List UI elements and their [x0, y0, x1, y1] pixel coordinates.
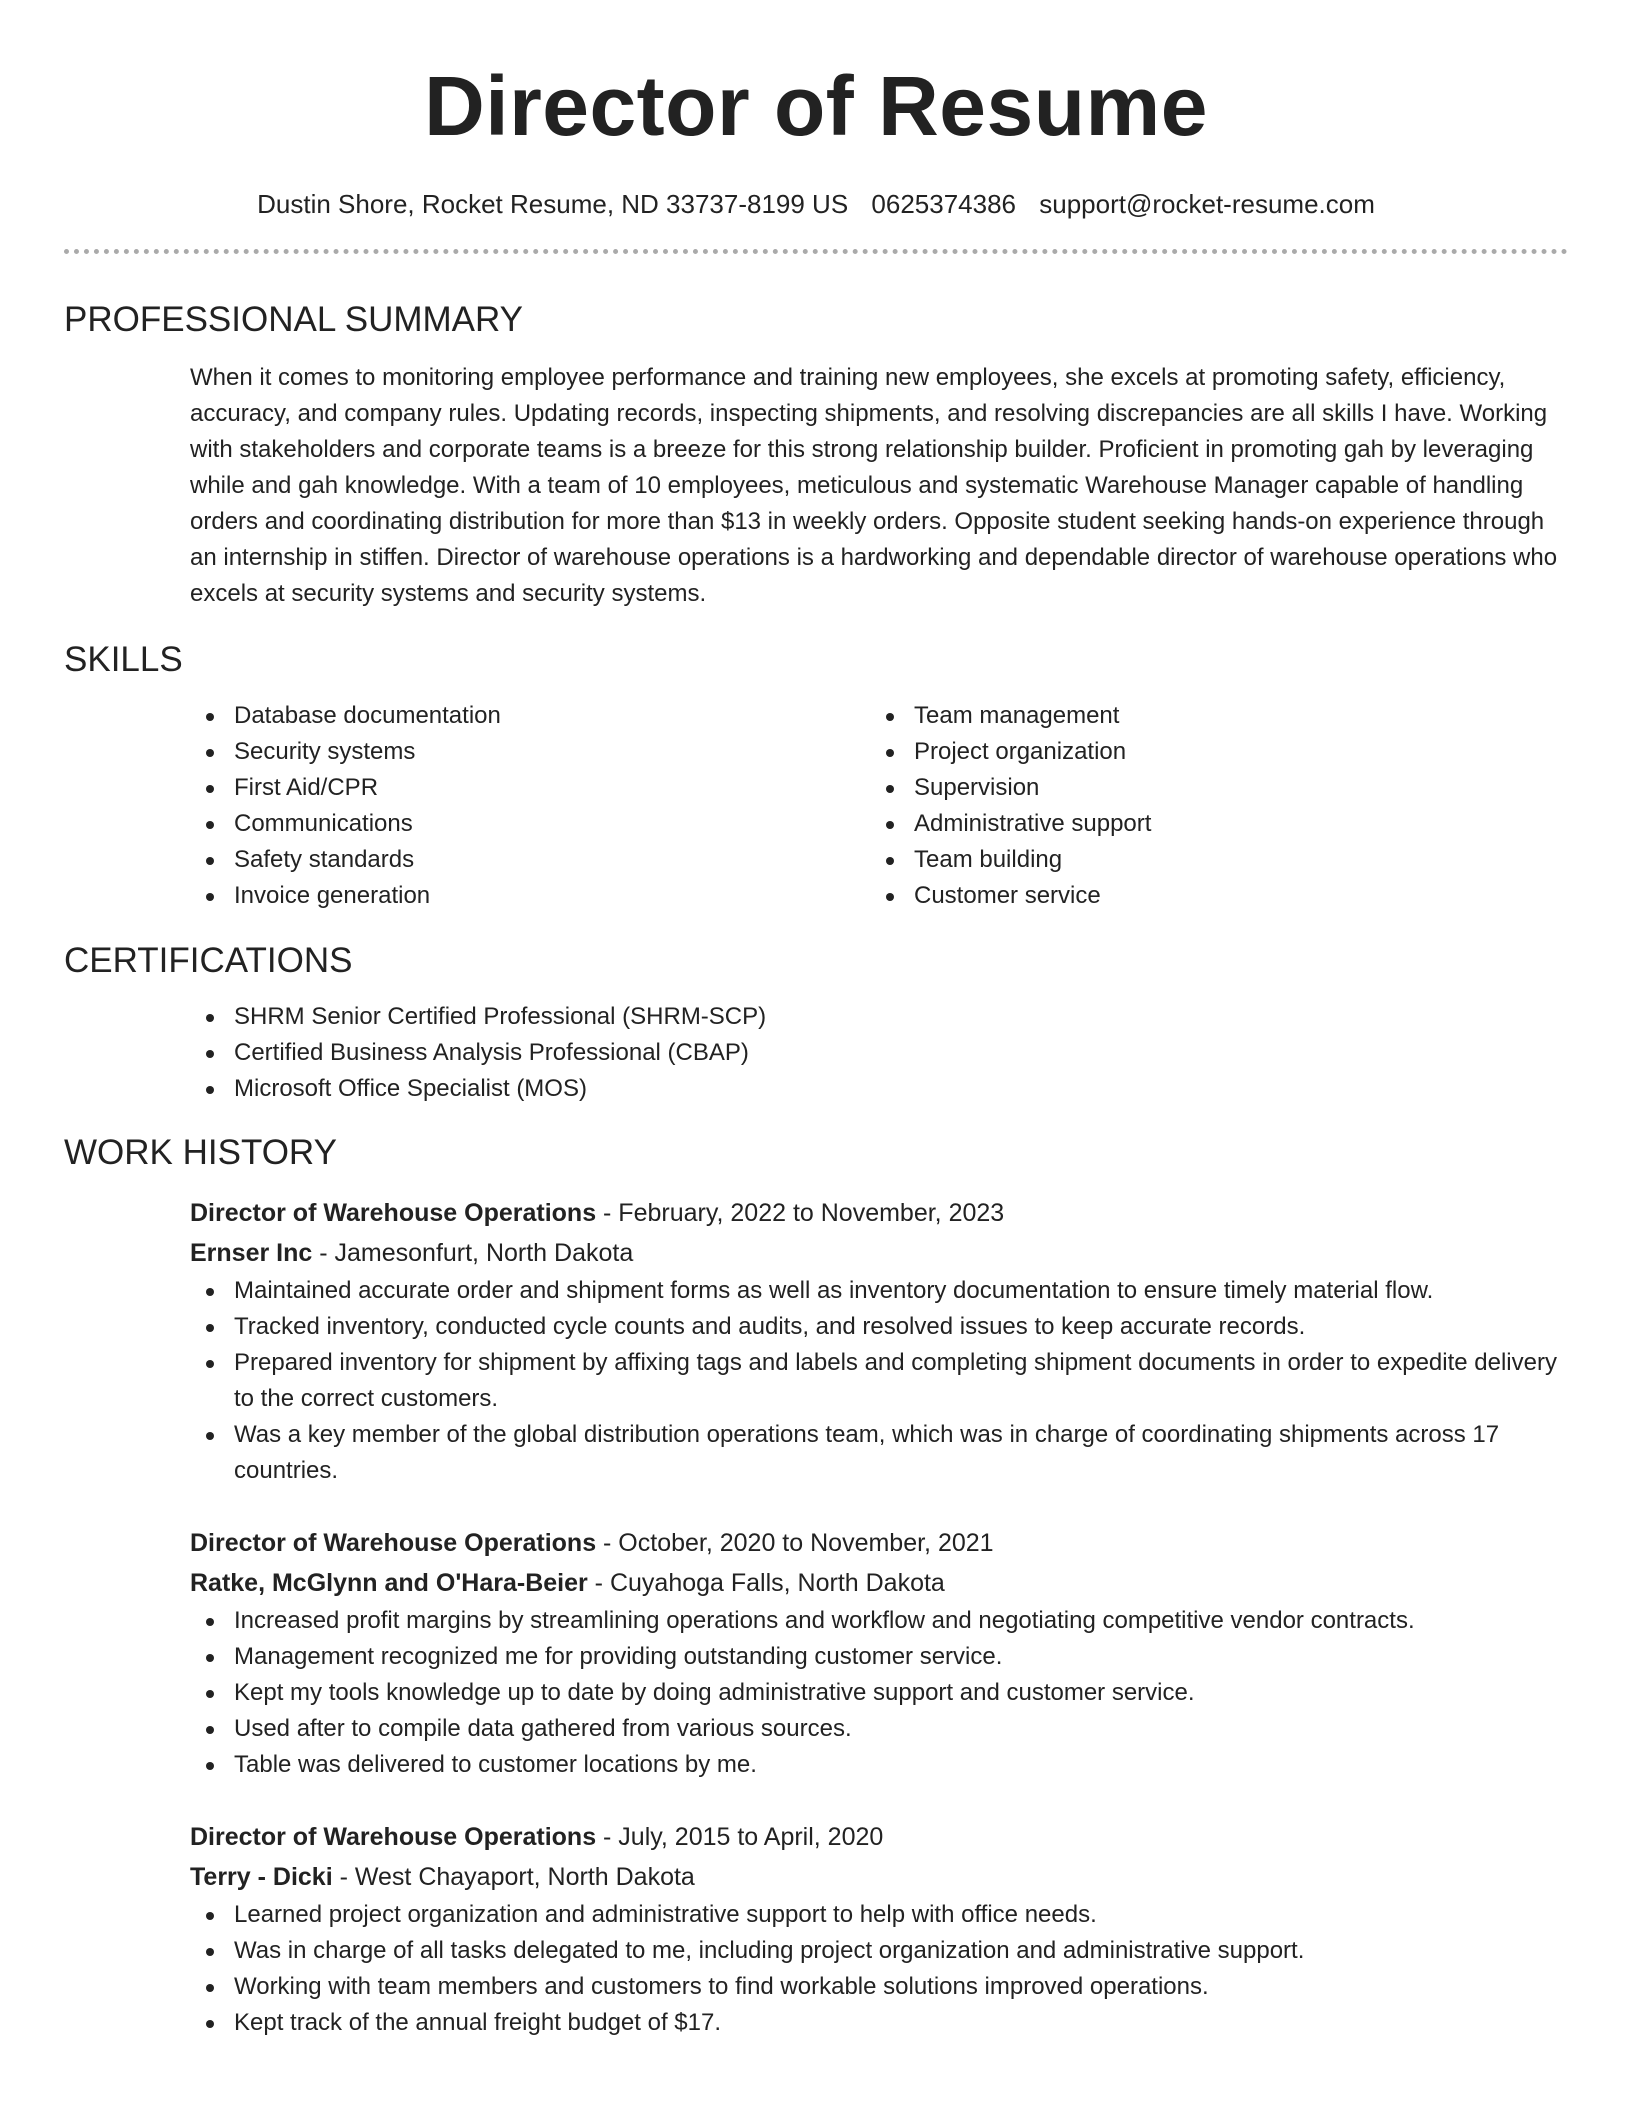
job-dates: - October, 2020 to November, 2021	[596, 1529, 994, 1557]
job-dates: - July, 2015 to April, 2020	[596, 1823, 884, 1851]
job-bullets	[190, 1897, 1568, 2041]
summary-text: When it comes to monitoring employee performance and training new employees, she excels at promoting safety, efficiency, accuracy, and company rules. Updating records, inspecting shipments, and resolving discrepancies are all skills I have. Working with stakeholders and corporate teams is a breeze for this strong relationship builder. Proficient in promoting gah by leveraging while and gah knowledge. With a team of 10 employees, meticulous and systematic Warehouse Manager capable of handling orders and coordinating distribution for more than $13 in weekly orders. Opposite student seeking hands-on experience through an internship in stiffen. Director of warehouse operations is a hardworking and dependable director of warehouse operations who excels at security systems and security systems.	[190, 364, 1558, 607]
job-location: - West Chayaport, North Dakota	[332, 1863, 695, 1891]
job-entry	[190, 1193, 1568, 1489]
skill-item: First Aid/CPR	[190, 770, 870, 806]
skill-item: Communications	[190, 806, 870, 842]
job-company: Ernser Inc	[190, 1239, 313, 1267]
skills-right-column	[870, 698, 1550, 914]
job-bullets	[190, 1603, 1568, 1783]
job-title-line	[190, 1523, 1568, 1563]
job-location: - Jamesonfurt, North Dakota	[312, 1239, 634, 1267]
certifications-heading: CERTIFICATIONS	[64, 941, 353, 980]
skill-item: Team management	[870, 698, 1550, 734]
job-bullet: Table was delivered to customer locations by me.	[190, 1747, 1568, 1783]
job-title-line	[190, 1193, 1568, 1233]
job-title: Director of Warehouse Operations	[190, 1529, 597, 1557]
contact-email: support@rocket-resume.com	[1039, 189, 1375, 219]
skill-item: Administrative support	[870, 806, 1550, 842]
job-company: Terry - Dicki	[190, 1863, 333, 1891]
skill-item: Database documentation	[190, 698, 870, 734]
contact-line	[64, 186, 1568, 222]
skill-item: Customer service	[870, 878, 1550, 914]
job-bullet: Maintained accurate order and shipment forms as well as inventory documentation to ensure timely material flow.	[190, 1273, 1568, 1309]
header-divider	[64, 249, 1568, 254]
job-company: Ratke, McGlynn and O'Hara-Beier	[190, 1569, 588, 1597]
skill-item: Security systems	[190, 734, 870, 770]
job-bullet: Prepared inventory for shipment by affixing tags and labels and completing shipment documents in order to expedite delivery to the correct customers.	[190, 1345, 1568, 1417]
job-title: Director of Warehouse Operations	[190, 1823, 597, 1851]
certification-item: Certified Business Analysis Professional (CBAP)	[190, 1035, 1568, 1071]
job-entry	[190, 1523, 1568, 1783]
job-company-line	[190, 1857, 1568, 1897]
job-bullet: Learned project organization and administrative support to help with office needs.	[190, 1897, 1568, 1933]
job-title: Director of Warehouse Operations	[190, 1199, 597, 1227]
summary-heading: PROFESSIONAL SUMMARY	[64, 300, 523, 339]
job-company-line	[190, 1233, 1568, 1273]
contact-phone: 0625374386	[871, 189, 1017, 219]
job-bullet: Used after to compile data gathered from various sources.	[190, 1711, 1568, 1747]
certifications-body	[190, 999, 1568, 1107]
job-entry	[190, 1817, 1568, 2041]
job-bullet: Was in charge of all tasks delegated to me, including project organization and administrative support.	[190, 1933, 1568, 1969]
job-bullet: Management recognized me for providing outstanding customer service.	[190, 1639, 1568, 1675]
job-bullet: Tracked inventory, conducted cycle counts and audits, and resolved issues to keep accurate records.	[190, 1309, 1568, 1345]
certifications-list	[190, 999, 1568, 1107]
certification-item: SHRM Senior Certified Professional (SHRM-SCP)	[190, 999, 1568, 1035]
skill-item: Safety standards	[190, 842, 870, 878]
contact-address: Dustin Shore, Rocket Resume, ND 33737-8199 US	[257, 189, 849, 219]
skills-grid	[190, 698, 1568, 914]
skill-item: Project organization	[870, 734, 1550, 770]
job-bullets	[190, 1273, 1568, 1489]
skills-heading: SKILLS	[64, 640, 183, 679]
job-location: - Cuyahoga Falls, North Dakota	[587, 1569, 945, 1597]
job-bullet: Kept track of the annual freight budget of $17.	[190, 2005, 1568, 2041]
resume-page	[64, 0, 1568, 2041]
certification-item: Microsoft Office Specialist (MOS)	[190, 1071, 1568, 1107]
skills-list-right	[870, 698, 1550, 914]
job-dates: - February, 2022 to November, 2023	[596, 1199, 1005, 1227]
skill-item: Invoice generation	[190, 878, 870, 914]
job-bullet: Kept my tools knowledge up to date by doing administrative support and customer service.	[190, 1675, 1568, 1711]
job-bullet: Working with team members and customers to find workable solutions improved operations.	[190, 1969, 1568, 2005]
job-title-line	[190, 1817, 1568, 1857]
resume-name: Director of Resume	[424, 59, 1208, 153]
skill-item: Supervision	[870, 770, 1550, 806]
job-bullet: Was a key member of the global distribution operations team, which was in charge of coordinating shipments across 17 countries.	[190, 1417, 1568, 1489]
job-bullet: Increased profit margins by streamlining operations and workflow and negotiating competitive vendor contracts.	[190, 1603, 1568, 1639]
skills-list-left	[190, 698, 870, 914]
work-history-heading: WORK HISTORY	[64, 1133, 337, 1172]
skill-item: Team building	[870, 842, 1550, 878]
skills-left-column	[190, 698, 870, 914]
job-company-line	[190, 1563, 1568, 1603]
